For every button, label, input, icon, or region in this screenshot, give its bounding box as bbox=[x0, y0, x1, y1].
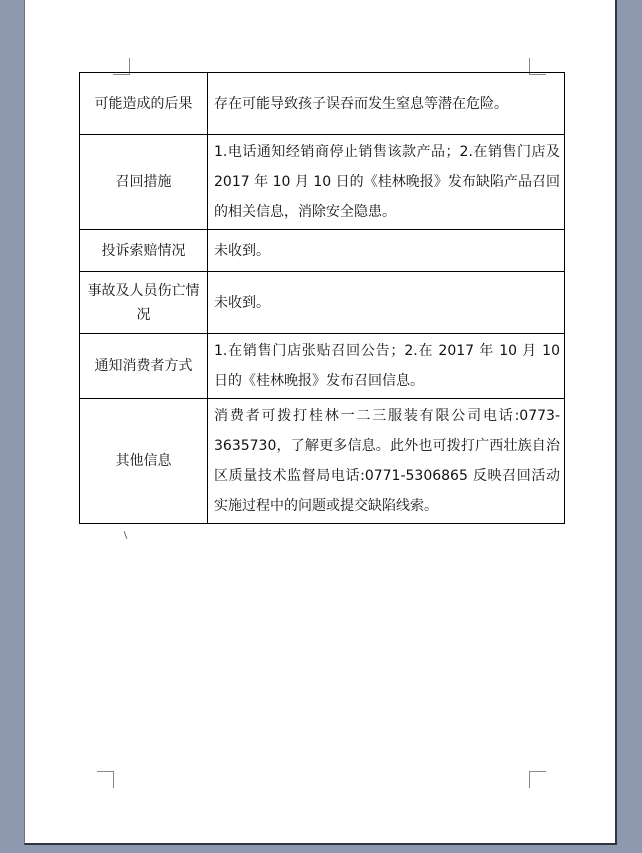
table-row bbox=[80, 73, 565, 135]
table-row bbox=[80, 135, 565, 230]
recall-info-table bbox=[79, 72, 565, 524]
text-cursor bbox=[124, 531, 128, 539]
row-value[interactable]: 1.电话通知经销商停止销售该款产品；2.在销售门店及 2017 年 10 月 10 日的《桂林晚报》发布缺陷产品召回的相关信息，消除安全隐患。 bbox=[208, 135, 565, 230]
margin-corner-bottom-left bbox=[97, 771, 114, 788]
row-label: 投诉索赔情况 bbox=[80, 230, 208, 272]
margin-corner-bottom-right bbox=[529, 771, 546, 788]
row-label: 事故及人员伤亡情况 bbox=[80, 272, 208, 334]
document-page bbox=[24, 0, 617, 845]
table-row bbox=[80, 230, 565, 272]
row-value[interactable]: 未收到。 bbox=[208, 230, 565, 272]
table-row bbox=[80, 399, 565, 524]
row-label: 召回措施 bbox=[80, 135, 208, 230]
row-value[interactable]: 未收到。 bbox=[208, 272, 565, 334]
row-value[interactable]: 1.在销售门店张贴召回公告；2.在 2017 年 10 月 10 日的《桂林晚报》发布召回信息。 bbox=[208, 334, 565, 399]
table-row bbox=[80, 334, 565, 399]
table-row bbox=[80, 272, 565, 334]
row-label: 通知消费者方式 bbox=[80, 334, 208, 399]
row-value[interactable]: 消费者可拨打桂林一二三服装有限公司电话:0773-3635730，了解更多信息。此外也可拨打广西壮族自治区质量技术监督局电话:0771-5306865 反映召回活动实施过程中的问题或提交缺陷线索。 bbox=[208, 399, 565, 524]
row-label: 可能造成的后果 bbox=[80, 73, 208, 135]
row-value[interactable]: 存在可能导致孩子误吞而发生窒息等潜在危险。 bbox=[208, 73, 565, 135]
row-label: 其他信息 bbox=[80, 399, 208, 524]
